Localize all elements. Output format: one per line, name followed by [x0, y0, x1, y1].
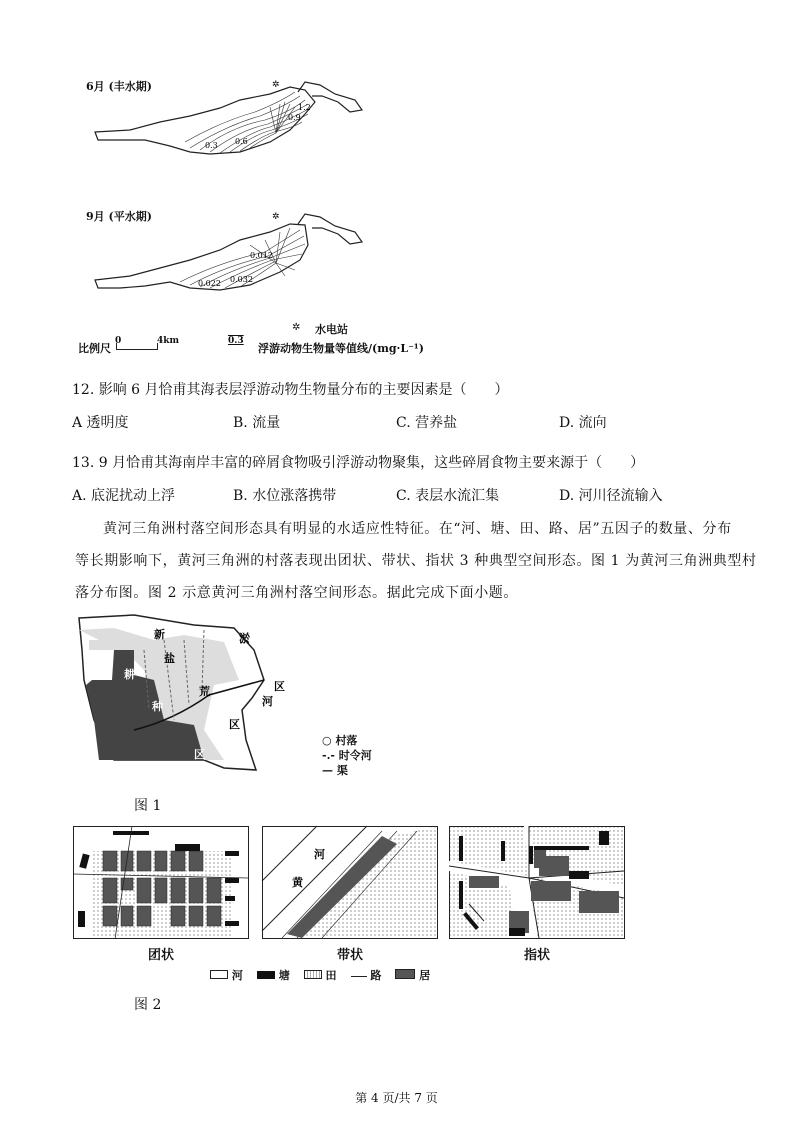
zone-label: 种	[152, 700, 163, 713]
belt-village-panel	[262, 826, 438, 939]
scale-bar	[116, 343, 158, 350]
zone-label: 区	[229, 718, 240, 731]
legend-pond: 塘	[278, 969, 290, 982]
isoline-label: 0.032	[230, 275, 253, 284]
q12-option-c[interactable]: C. 营养盐	[396, 415, 458, 431]
zone-label: 盐	[164, 652, 175, 665]
q13-option-d[interactable]: D. 河川径流输入	[559, 488, 663, 504]
zone-label: 区	[194, 748, 205, 761]
figure2-caption: 图 2	[134, 997, 162, 1013]
seasonal-river-icon: -.-	[322, 749, 339, 762]
river-swatch-icon	[210, 970, 228, 979]
isoline-label: 0.9	[288, 113, 301, 122]
river-label: 黄	[292, 876, 303, 889]
legend-field: 田	[325, 969, 337, 982]
legend-river: 河	[231, 969, 243, 982]
river-label: 河	[314, 848, 325, 861]
q12-option-a[interactable]: A 透明度	[72, 415, 129, 431]
village-icon: ○	[322, 734, 336, 747]
hydropower-station-icon: ✲	[272, 80, 280, 90]
q13-option-c[interactable]: C. 表层水流汇集	[396, 488, 500, 504]
june-title: 6月 (丰水期)	[86, 80, 152, 93]
legend-village: 村落	[335, 734, 358, 747]
q12-option-d[interactable]: D. 流向	[559, 415, 607, 431]
sept-lake-map	[90, 210, 390, 310]
passage-line: 等长期影响下，黄河三角洲的村落表现出团状、带状、指状 3 种典型空间形态。图 1 为黄河三角洲典型村	[75, 553, 757, 569]
legend-residence: 居	[419, 969, 431, 982]
legend-road: 路	[370, 969, 382, 982]
q13-stem: 13. 9 月恰甫其海南岸丰富的碎屑食物吸引浮游动物聚集，这些碎屑食物主要来源于（ ）	[72, 455, 645, 471]
isoline-label: 0.6	[235, 137, 248, 146]
canal-icon: —	[322, 764, 337, 777]
pond-swatch-icon	[257, 971, 275, 979]
page-footer: 第 4 页/共 7 页	[355, 1091, 438, 1105]
isoline-label: 0.022	[198, 279, 221, 288]
scale-label: 比例尺	[78, 342, 111, 355]
zone-label: 耕	[124, 668, 135, 681]
road-swatch-icon	[351, 976, 367, 977]
cluster-village-panel	[73, 826, 249, 939]
zone-label: 淤	[239, 632, 250, 645]
figure2-legend	[210, 967, 430, 983]
isoline-label: 0.3	[205, 141, 218, 150]
sept-title: 9月 (平水期)	[86, 210, 152, 223]
scale-start: 0	[115, 336, 122, 346]
legend-canal: 渠	[336, 764, 348, 777]
finger-village-panel	[449, 826, 625, 939]
panel-caption-cluster: 团状	[148, 948, 175, 963]
figure1-caption: 图 1	[134, 798, 162, 814]
zone-label: 区	[274, 680, 285, 693]
hydropower-station-icon: ✲	[292, 322, 301, 333]
isoline-label: 0.012	[250, 251, 273, 260]
isoline-legend-label: 浮游动物生物量等值线/(mg·L⁻¹)	[258, 342, 424, 355]
q12-stem: 12. 影响 6 月恰甫其海表层浮游动物生物量分布的主要因素是（ ）	[72, 382, 509, 398]
passage-line: 落分布图。图 2 示意黄河三角洲村落空间形态。据此完成下面小题。	[75, 585, 519, 601]
legend-seasonal-river: 时令河	[338, 749, 372, 762]
zone-label: 新	[154, 628, 165, 641]
june-lake-map	[90, 82, 390, 197]
legend-station-label: 水电站	[315, 323, 348, 336]
delta-village-map	[74, 610, 285, 780]
q12-option-b[interactable]: B. 流量	[233, 415, 281, 431]
panel-caption-belt: 带状	[337, 948, 364, 963]
isoline-sample: 0.3	[228, 336, 244, 346]
zone-label: 河	[262, 695, 273, 708]
q13-option-b[interactable]: B. 水位涨落携带	[233, 488, 337, 504]
hydropower-station-icon: ✲	[272, 212, 280, 222]
panel-caption-finger: 指状	[524, 948, 551, 963]
scale-end: 4km	[157, 336, 180, 346]
q13-option-a[interactable]: A. 底泥扰动上浮	[72, 488, 176, 504]
residence-swatch-icon	[395, 969, 415, 979]
figure1-legend	[322, 733, 372, 778]
field-swatch-icon	[304, 970, 322, 979]
zone-label: 荒	[199, 685, 210, 698]
isoline-label: 1.2	[298, 103, 311, 112]
passage-line: 黄河三角洲村落空间形态具有明显的水适应性特征。在“河、塘、田、路、居”五因子的数量、分布	[103, 521, 732, 537]
